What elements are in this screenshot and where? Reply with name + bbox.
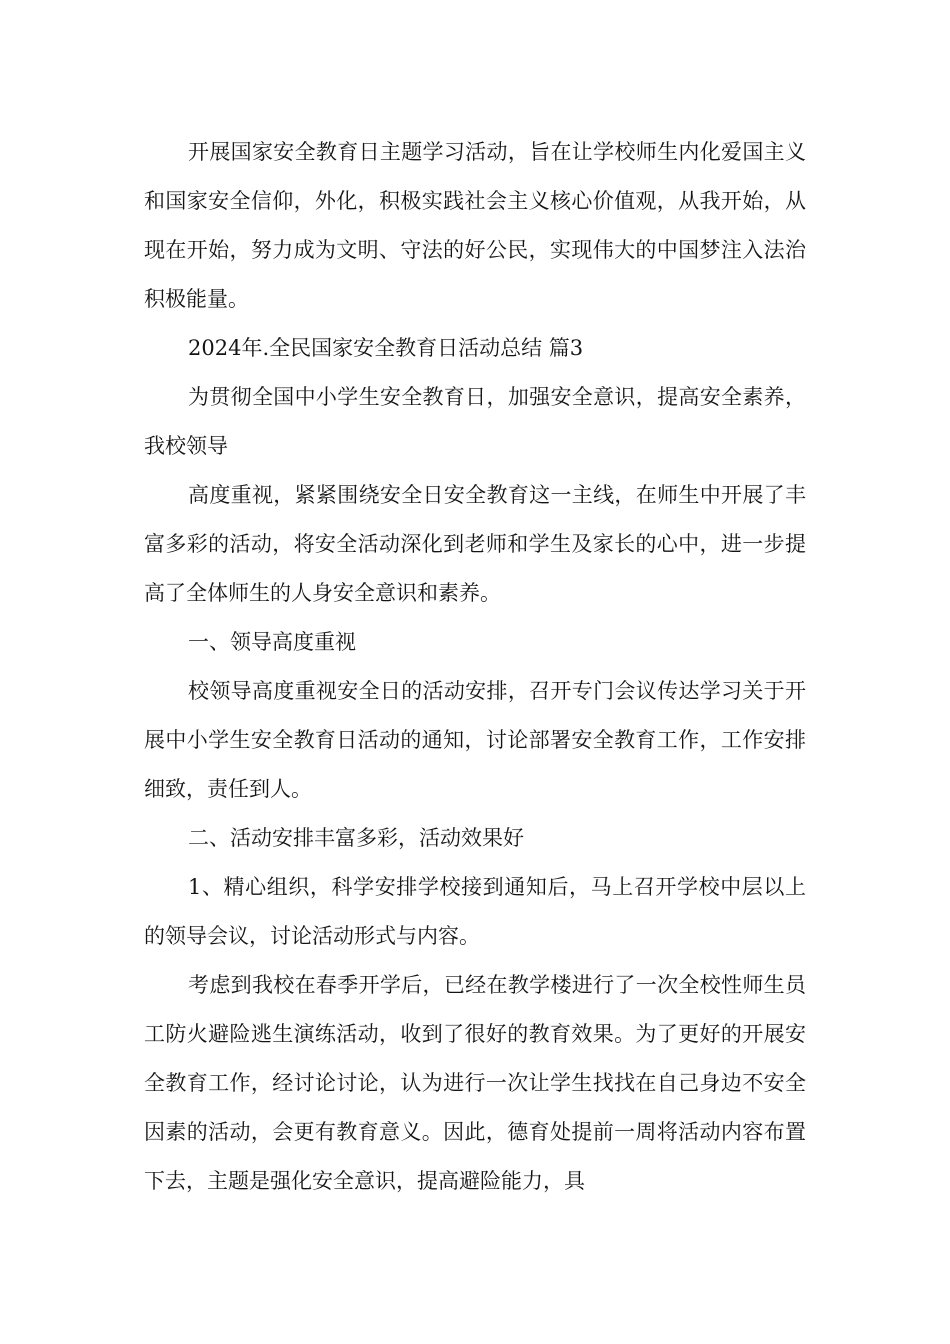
paragraph-leadership: 校领导高度重视安全日的活动安排，召开专门会议传达学习关于开展中小学生安全教育日活动的通知，讨论部署安全教育工作，工作安排细致，责任到人。 bbox=[144, 679, 806, 801]
document-body bbox=[144, 128, 806, 1206]
paragraph-emphasis: 高度重视，紧紧围绕安全日安全教育这一主线，在师生中开展了丰富多彩的活动，将安全活动深化到老师和学生及家长的心中，进一步提高了全体师生的人身安全意识和素养。 bbox=[144, 483, 806, 605]
heading-leadership: 一、领导高度重视 bbox=[188, 630, 356, 654]
paragraph-intro: 开展国家安全教育日主题学习活动，旨在让学校师生内化爱国主义和国家安全信仰，外化，积极实践社会主义核心价值观，从我开始，从现在开始，努力成为文明、守法的好公民，实现伟大的中国梦注入法治积极能量。 bbox=[144, 140, 806, 311]
section-heading-part3: 2024年.全民国家安全教育日活动总结 篇3 bbox=[188, 336, 584, 360]
paragraph-purpose: 为贯彻全国中小学生安全教育日，加强安全意识，提高安全素养，我校领导 bbox=[144, 385, 806, 458]
heading-activities: 二、活动安排丰富多彩，活动效果好 bbox=[188, 826, 524, 850]
paragraph-drill: 考虑到我校在春季开学后，已经在教学楼进行了一次全校性师生员工防火避险逃生演练活动，收到了很好的教育效果。为了更好的开展安全教育工作，经讨论讨论，认为进行一次让学生找找在自己身边不安全因素的活动，会更有教育意义。因此，德育处提前一周将活动内容布置下去，主题是强化安全意识，提高避险能力，具 bbox=[144, 973, 806, 1193]
paragraph-organization: 1、精心组织，科学安排学校接到通知后，马上召开学校中层以上的领导会议，讨论活动形式与内容。 bbox=[144, 875, 806, 948]
